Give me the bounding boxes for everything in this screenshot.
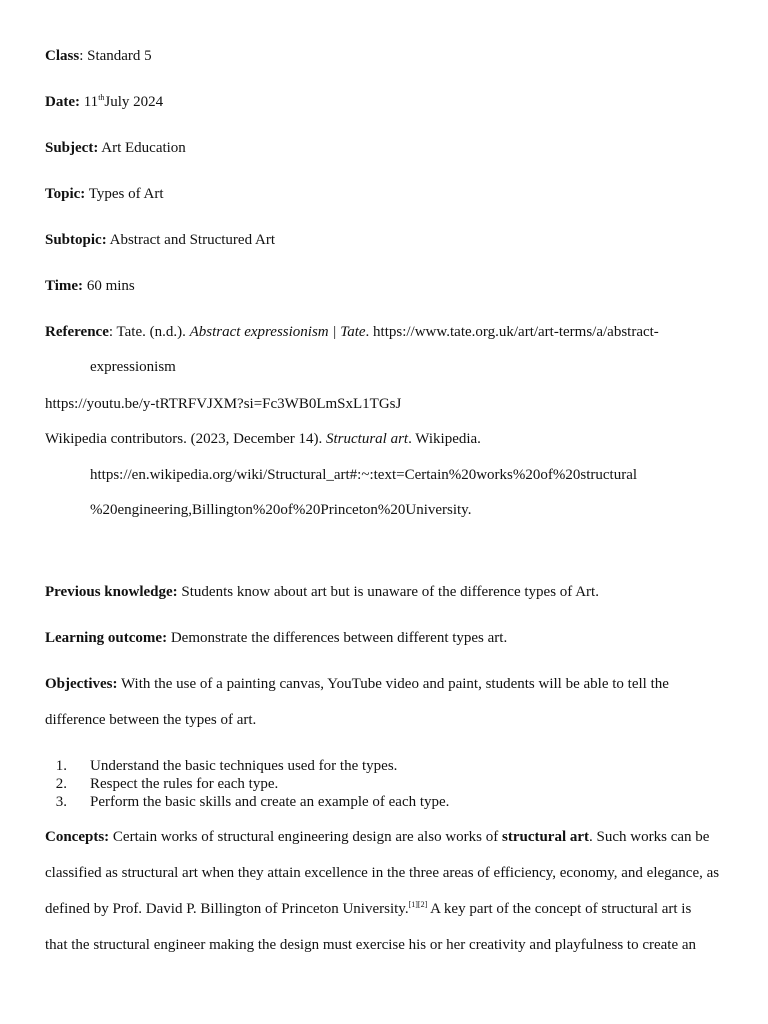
reference-3-title: Structural art <box>325 431 409 447</box>
objectives-label: Objectives: <box>45 676 118 692</box>
learning-outcome-line <box>45 629 507 647</box>
reference-3-author: Wikipedia contributors. (2023, December 14). <box>45 431 326 447</box>
class-value: Standard 5 <box>87 48 152 64</box>
concepts-line-1 <box>45 828 709 846</box>
subject-value: Art Education <box>98 140 186 156</box>
concepts-line-4 <box>45 936 696 954</box>
objective-number: 1. <box>55 758 67 774</box>
reference-1-url: . https://www.tate.org.uk/art/art-terms/a/abstract- <box>365 324 659 340</box>
reference-3-source: . Wikipedia. <box>408 431 481 447</box>
reference-line-1 <box>45 323 659 341</box>
objectives-line-1 <box>45 675 669 693</box>
concepts-term-structural-art: structural art <box>501 829 590 845</box>
concepts-line-2 <box>45 864 719 882</box>
objective-list-item <box>45 775 279 793</box>
objective-text: Perform the basic skills and create an example of each type. <box>90 794 450 810</box>
topic-line <box>45 185 164 203</box>
time-label: Time: <box>45 278 84 294</box>
concepts-text-2: classified as structural art when they attain excellence in the three areas of efficiency, economy, and elegance, as <box>45 865 720 881</box>
time-line <box>45 277 135 295</box>
reference-line-3-url-continued <box>90 501 471 519</box>
reference-label: Reference <box>45 324 109 340</box>
reference-line-2 <box>45 395 401 413</box>
reference-3-url-part-2: %20engineering,Billington%20of%20Princeton%20University. <box>90 502 472 518</box>
time-value: 60 mins <box>83 278 135 294</box>
class-label: Class <box>45 48 80 64</box>
objectives-text-1: With the use of a painting canvas, YouTube video and paint, students will be able to tell the <box>117 676 669 692</box>
concepts-text-3a: defined by Prof. David P. Billington of Princeton University. <box>45 901 409 917</box>
date-ordinal: th <box>98 93 105 102</box>
objective-number: 2. <box>55 776 67 792</box>
objective-text: Respect the rules for each type. <box>90 776 279 792</box>
objective-text: Understand the basic techniques used for the types. <box>90 758 398 774</box>
reference-3-url-part-1: https://en.wikipedia.org/wiki/Structural_art#:~:text=Certain%20works%20of%20structural <box>90 467 638 483</box>
date-label: Date: <box>45 94 80 110</box>
learning-outcome-label: Learning outcome: <box>45 630 168 646</box>
concepts-line-3 <box>45 900 691 918</box>
date-month-year: July 2024 <box>104 94 164 110</box>
objectives-text-2: difference between the types of art. <box>45 712 257 728</box>
reference-1-title: Abstract expressionism | Tate <box>189 324 366 340</box>
learning-outcome-value: Demonstrate the differences between different types art. <box>167 630 508 646</box>
concepts-text-3b: A key part of the concept of structural art is <box>427 901 692 917</box>
previous-knowledge-line <box>45 583 599 601</box>
objective-number: 3. <box>55 794 67 810</box>
reference-2-url: https://youtu.be/y-tRTRFVJXM?si=Fc3WB0LmSxL1TGsJ <box>45 396 402 412</box>
date-line <box>45 93 163 111</box>
subtopic-value: Abstract and Structured Art <box>106 232 275 248</box>
reference-line-3 <box>45 430 481 448</box>
objective-list-item <box>45 793 450 811</box>
reference-line-1-continued <box>90 358 176 376</box>
concepts-text-4: that the structural engineer making the design must exercise his or her creativity and playfulness to create an <box>45 937 697 953</box>
date-day: 11 <box>79 94 99 110</box>
citation-marker: [1][2] <box>408 900 428 909</box>
previous-knowledge-value: Students know about art but is unaware of the difference types of Art. <box>177 584 599 600</box>
concepts-text-1c: . Such works can be <box>589 829 710 845</box>
concepts-text-1a: Certain works of structural engineering design are also works of <box>109 829 502 845</box>
reference-1-author: Tate. (n.d.). <box>116 324 190 340</box>
objective-list-item <box>45 757 398 775</box>
class-separator: : <box>79 48 88 64</box>
reference-line-3-url <box>90 466 637 484</box>
subject-label: Subject: <box>45 140 99 156</box>
topic-value: Types of Art <box>85 186 164 202</box>
subtopic-line <box>45 231 275 249</box>
previous-knowledge-label: Previous knowledge: <box>45 584 178 600</box>
reference-1-url-continued: expressionism <box>90 359 176 375</box>
class-line <box>45 47 152 65</box>
concepts-label: Concepts: <box>45 829 110 845</box>
reference-separator: : <box>108 324 117 340</box>
subtopic-label: Subtopic: <box>45 232 107 248</box>
objectives-line-2 <box>45 711 256 729</box>
topic-label: Topic: <box>45 186 86 202</box>
subject-line <box>45 139 186 157</box>
